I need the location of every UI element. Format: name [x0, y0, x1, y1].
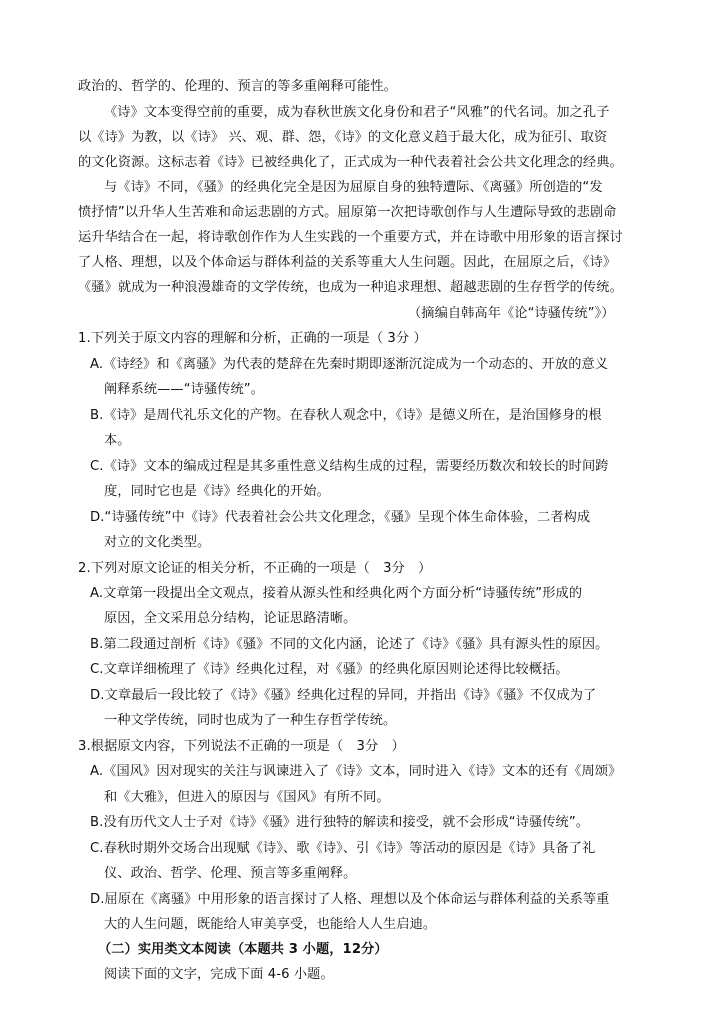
passage-line-6: 愤抒情”以升华人生苦难和命运悲剧的方式。屈原第一次把诗歌创作与人生遭际导致的悲剧命: [78, 205, 617, 220]
q2-option-b-line-1: B.第二段通过剖析《诗》《骚》不同的文化内涵，论述了《诗》《骚》具有源头性的原因。: [90, 637, 609, 652]
q2-option-d-line-2: 一种文学传统，同时也成为了一种生存哲学传统。: [104, 713, 397, 728]
passage-line-2: 《诗》文本变得空前的重要，成为春秋世族文化身份和君子“风雅”的代名词。加之孔子: [104, 105, 610, 120]
q3-option-c-line-1: C.春秋时期外交场合出现赋《诗》、歌《诗》、引《诗》等活动的原因是《诗》具备了礼: [90, 841, 596, 856]
q1-option-c-line-2: 度，同时它也是《诗》经典化的开始。: [104, 484, 330, 499]
q3-option-a-line-1: A.《国风》因对现实的关注与讽谏进入了《诗》文本，同时进入《诗》文本的还有《周颂》: [90, 764, 622, 779]
passage-line-9: 《骚》就成为一种浪漫雄奇的文学传统，也成为一种追求理想、超越悲剧的生存哲学的传统。: [78, 280, 623, 295]
q1-option-a-line-2: 阐释系统——“诗骚传统”。: [104, 382, 265, 397]
passage-source: （摘编自韩高年《论“诗骚传统”》）: [408, 306, 615, 321]
passage-line-7: 运升华结合在一起，将诗歌创作作为人生实践的一个重要方式，并在诗歌中用形象的语言探讨: [78, 230, 623, 245]
q1-option-b-line-2: 本。: [104, 433, 131, 448]
section-2-instruction: 阅读下面的文字，完成下面 4-6 小题。: [104, 967, 334, 982]
q1-option-a-line-1: A.《诗经》和《离骚》为代表的楚辞在先秦时期即逐渐沉淀成为一个动态的、开放的意义: [90, 357, 609, 372]
q2-option-a-line-1: A.文章第一段提出全文观点，接着从源头性和经典化两个方面分析“诗骚传统”形成的: [90, 586, 583, 601]
passage-line-8: 了人格、理想，以及个体命运与群体利益的关系等重大人生问题。因此，在屈原之后，《诗》: [78, 255, 617, 270]
q2-option-c-line-1: C.文章详细梳理了《诗》经典化过程，对《骚》的经典化原因则论述得比较概括。: [90, 662, 569, 677]
q2-option-d-line-1: D.文章最后一段比较了《诗》《骚》经典化过程的异同，并指出《诗》《骚》不仅成为了: [90, 688, 597, 703]
q3-stem: 3.根据原文内容，下列说法不正确的一项是（ 3分 ）: [78, 739, 405, 754]
passage-line-1: 政治的、哲学的、伦理的、预言的等多重阐释可能性。: [78, 79, 397, 94]
q1-option-d-line-2: 对立的文化类型。: [104, 535, 211, 550]
q3-option-c-line-2: 仪、政治、哲学、伦理、预言等多重阐释。: [104, 866, 357, 881]
q2-stem: 2.下列对原文论证的相关分析，不正确的一项是（ 3分 ）: [78, 561, 432, 576]
section-2-heading: （二）实用类文本阅读（本题共 3 小题，12分）: [98, 942, 388, 957]
passage-line-4: 的文化资源。这标志着《诗》已被经典化了，正式成为一种代表着社会公共文化理念的经典。: [78, 155, 623, 170]
q2-option-a-line-2: 原因，全文采用总分结构，论证思路清晰。: [104, 611, 357, 626]
q1-stem: 1.下列关于原文内容的理解和分析，正确的一项是（ 3分 ）: [78, 331, 427, 346]
q3-option-a-line-2: 和《大雅》，但进入的原因与《国风》有所不同。: [104, 790, 390, 805]
q1-option-c-line-1: C.《诗》文本的编成过程是其多重性意义结构生成的过程，需要经历数次和较长的时间跨: [90, 459, 609, 474]
q1-option-d-line-1: D.“诗骚传统”中《诗》代表着社会公共文化理念，《骚》呈现个体生命体验，二者构成: [90, 510, 591, 525]
q3-option-d-line-1: D.屈原在《离骚》中用形象的语言探讨了人格、理想以及个体命运与群体利益的关系等重: [90, 892, 610, 907]
q3-option-b-line-1: B.没有历代文人士子对《诗》《骚》进行独特的解读和接受，就不会形成“诗骚传统”。: [90, 815, 590, 830]
q1-option-b-line-1: B.《诗》是周代礼乐文化的产物。在春秋人观念中，《诗》是德义所在，是治国修身的根: [90, 408, 602, 423]
passage-line-3: 以《诗》为教，以《诗》 兴、观、群、怨，《诗》的文化意义趋于最大化，成为征引、取资: [78, 130, 608, 145]
passage-line-5: 与《诗》不同，《骚》的经典化完全是因为屈原自身的独特遭际、《离骚》所创造的“发: [104, 180, 603, 195]
q3-option-d-line-2: 大的人生问题，既能给人审美享受，也能给人人生启迪。: [104, 917, 437, 932]
